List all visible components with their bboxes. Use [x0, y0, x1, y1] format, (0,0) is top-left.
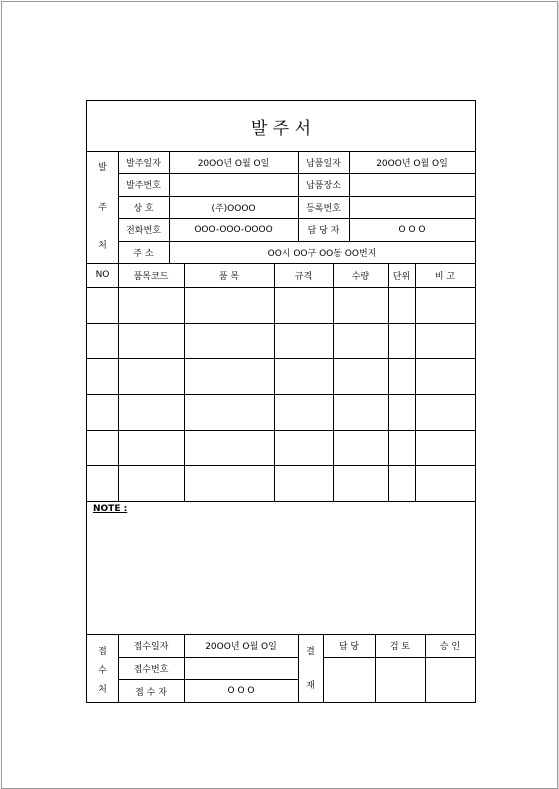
- delivery-place-label: 납품장소: [306, 181, 341, 191]
- receipt-side-label-3: 처: [98, 684, 107, 695]
- order-no-label: 발주번호: [126, 181, 161, 191]
- order-date-value[interactable]: 20OO년 O월 O일: [197, 158, 270, 169]
- table-cell[interactable]: [118, 465, 184, 501]
- table-cell[interactable]: [388, 323, 415, 359]
- approval-sign-approve[interactable]: [425, 657, 475, 703]
- table-row: [87, 394, 475, 430]
- receiver-label: 접 수 자: [135, 687, 167, 698]
- table-cell[interactable]: [184, 394, 274, 430]
- table-cell[interactable]: [118, 287, 184, 323]
- document-title: 발 주 서: [250, 118, 312, 139]
- table-cell[interactable]: [388, 465, 415, 501]
- table-cell[interactable]: [415, 323, 475, 359]
- company-label: 상 호: [133, 203, 154, 214]
- table-cell[interactable]: [274, 465, 333, 501]
- table-cell[interactable]: [87, 394, 118, 430]
- approval-side-label-2: 재: [306, 680, 315, 691]
- orderer-side-label-2: 주: [98, 202, 107, 213]
- receipt-no-label: 접수번호: [133, 664, 169, 675]
- approval-sign-review[interactable]: [375, 657, 425, 703]
- table-cell[interactable]: [118, 358, 184, 394]
- table-cell[interactable]: [388, 430, 415, 466]
- page-sheet: [1, 1, 558, 789]
- column-header-no: NO: [95, 270, 110, 280]
- table-cell[interactable]: [184, 430, 274, 466]
- approval-header-charge: 담 당: [338, 642, 360, 652]
- approval-side-label-1: 결: [306, 646, 315, 657]
- table-cell[interactable]: [87, 323, 118, 359]
- orderer-side-label-1: 발: [98, 162, 107, 173]
- table-cell[interactable]: [184, 287, 274, 323]
- table-cell[interactable]: [184, 323, 274, 359]
- column-header-unit: 단위: [392, 271, 411, 282]
- company-value[interactable]: (주)OOOO: [211, 203, 256, 214]
- note-area[interactable]: [87, 502, 475, 634]
- reg-no-value[interactable]: [349, 196, 475, 218]
- column-header-item-code: 품목코드: [133, 271, 169, 282]
- orderer-side-label-3: 처: [98, 240, 107, 251]
- table-cell[interactable]: [118, 430, 184, 466]
- table-cell[interactable]: [415, 430, 475, 466]
- table-cell[interactable]: [333, 323, 388, 359]
- manager-value[interactable]: O O O: [398, 224, 426, 235]
- table-cell[interactable]: [87, 287, 118, 323]
- receiver-value[interactable]: O O O: [227, 686, 255, 696]
- order-no-value[interactable]: [169, 173, 298, 196]
- receipt-no-value[interactable]: [184, 657, 298, 679]
- table-cell[interactable]: [388, 394, 415, 430]
- table-cell[interactable]: [415, 465, 475, 501]
- address-value[interactable]: OO시 OO구 OO동 OO번지: [267, 248, 377, 259]
- table-cell[interactable]: [333, 465, 388, 501]
- receipt-side-label-1: 접: [98, 646, 107, 657]
- approval-header-approve: 승 인: [439, 642, 461, 652]
- table-cell[interactable]: [388, 287, 415, 323]
- table-cell[interactable]: [333, 358, 388, 394]
- approval-header-review: 검 토: [389, 642, 411, 652]
- table-cell[interactable]: [415, 394, 475, 430]
- table-cell[interactable]: [415, 358, 475, 394]
- column-header-item: 품 목: [218, 271, 240, 282]
- table-row: [87, 430, 475, 466]
- purchase-order-form: [86, 100, 476, 703]
- delivery-date-label: 납품일자: [306, 158, 341, 169]
- table-cell[interactable]: [87, 430, 118, 466]
- table-cell[interactable]: [274, 394, 333, 430]
- table-cell[interactable]: [274, 287, 333, 323]
- table-row: [87, 358, 475, 394]
- approval-sign-charge[interactable]: [323, 657, 375, 703]
- table-cell[interactable]: [87, 358, 118, 394]
- column-header-spec: 규격: [294, 271, 313, 282]
- table-cell[interactable]: [87, 465, 118, 501]
- reg-no-label: 등록번호: [306, 203, 341, 214]
- receipt-date-label: 접수일자: [133, 642, 169, 652]
- address-label: 주 소: [133, 248, 154, 259]
- table-row: [87, 323, 475, 359]
- receipt-date-value[interactable]: 20OO년 O월 O일: [205, 642, 277, 652]
- phone-label: 전화번호: [126, 226, 161, 236]
- table-cell[interactable]: [118, 323, 184, 359]
- delivery-place-value[interactable]: [349, 173, 475, 196]
- manager-label: 담 당 자: [307, 226, 340, 236]
- table-cell[interactable]: [274, 358, 333, 394]
- table-cell[interactable]: [274, 323, 333, 359]
- table-cell[interactable]: [388, 358, 415, 394]
- table-row: [87, 465, 475, 501]
- phone-value[interactable]: OOO-OOO-OOOO: [194, 224, 273, 235]
- column-header-remarks: 비 고: [434, 271, 456, 282]
- table-cell[interactable]: [274, 430, 333, 466]
- table-row: [87, 287, 475, 323]
- column-header-quantity: 수량: [351, 271, 370, 282]
- note-label: NOTE :: [93, 504, 128, 514]
- receipt-side-label-2: 수: [98, 665, 107, 676]
- table-cell[interactable]: [415, 287, 475, 323]
- table-cell[interactable]: [184, 358, 274, 394]
- table-cell[interactable]: [333, 287, 388, 323]
- table-cell[interactable]: [333, 430, 388, 466]
- delivery-date-value[interactable]: 20OO년 O월 O일: [376, 158, 448, 169]
- order-date-label: 발주일자: [126, 158, 161, 169]
- table-cell[interactable]: [333, 394, 388, 430]
- table-cell[interactable]: [184, 465, 274, 501]
- table-cell[interactable]: [118, 394, 184, 430]
